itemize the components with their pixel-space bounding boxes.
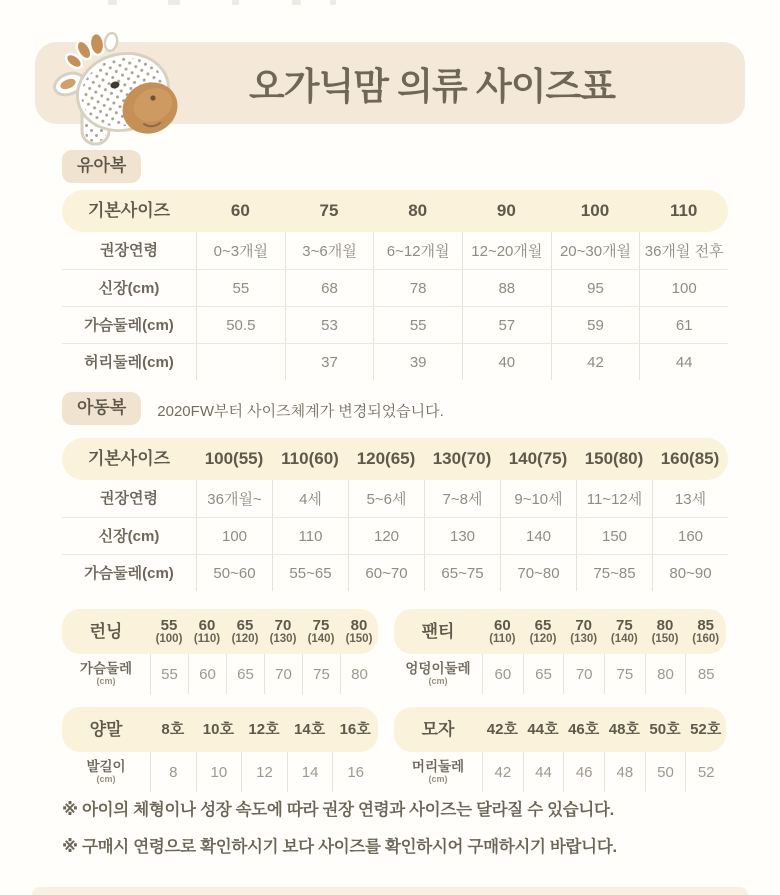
table-title-cell: 기본사이즈 (87, 201, 171, 221)
column-header: 75 (319, 201, 339, 221)
column-header: 80 (150) (651, 616, 679, 646)
table-cell: 42 (551, 344, 640, 380)
table-cell: 50.5 (196, 307, 285, 343)
column-header: 75 (140) (610, 616, 638, 646)
table-cell: 6~12개월 (373, 232, 462, 269)
column-header: 8호 (161, 720, 185, 738)
table-cell: 60 (188, 654, 226, 694)
table-cell: 100 (639, 270, 728, 306)
row-label: 신장(cm) (98, 527, 160, 545)
table-row (62, 232, 728, 269)
table-cell: 55 (150, 654, 188, 694)
table-cell: 120 (348, 518, 424, 554)
table-cell: 40 (462, 344, 551, 380)
table-cell: 70~80 (500, 555, 576, 591)
table-row (62, 480, 728, 517)
column-header: 120(65) (356, 449, 416, 469)
cropped-text-remnant (330, 0, 336, 5)
column-header: 70 (130) (570, 616, 598, 646)
row-label: 허리둘레(cm) (84, 353, 174, 371)
table-cell: 14 (287, 752, 333, 792)
table-cell: 65~75 (424, 555, 500, 591)
column-header: 100 (580, 201, 610, 221)
section-badge-infant: 유아복 (62, 150, 141, 183)
table-cell: 61 (639, 307, 728, 343)
table-cell: 39 (373, 344, 462, 380)
column-header: 110(60) (281, 449, 339, 469)
table-header-row (62, 438, 728, 480)
page-title: 오가닉맘 의류 사이즈표 (249, 66, 615, 107)
table-cell: 55 (373, 307, 462, 343)
table-cell: 80 (645, 654, 686, 694)
table-row (62, 752, 378, 792)
column-header: 70 (130) (269, 616, 297, 646)
child-size-table (62, 438, 728, 591)
column-header: 90 (496, 201, 516, 221)
column-header: 100(55) (204, 449, 264, 469)
column-header: 60 (230, 201, 250, 221)
table-cell: 65 (523, 654, 564, 694)
table-row (62, 517, 728, 554)
table-cell: 36개월~ (196, 480, 272, 517)
table-cell: 55 (196, 270, 285, 306)
table-cell: 20~30개월 (551, 232, 640, 269)
table-cell: 9~10세 (500, 480, 576, 517)
section-header-child (62, 392, 444, 425)
table-cell: 5~6세 (348, 480, 424, 517)
table-cell: 88 (462, 270, 551, 306)
table-cell: 80~90 (652, 555, 728, 591)
table-header-row (394, 609, 726, 654)
table-cell: 60 (482, 654, 523, 694)
column-header: 55 (100) (155, 616, 183, 646)
table-header-row (394, 707, 726, 752)
table-cell: 160 (652, 518, 728, 554)
table-cell: 70 (563, 654, 604, 694)
row-label: 가슴둘레(cm) (84, 316, 174, 334)
table-cell: 13세 (652, 480, 728, 517)
table-cell: 46 (563, 752, 604, 792)
table-row (394, 654, 726, 694)
table-cell: 16 (332, 752, 378, 792)
table-cell: 10 (196, 752, 242, 792)
table-cell: 55~65 (272, 555, 348, 591)
column-header: 80 (150) (345, 616, 373, 646)
page-header (35, 42, 745, 124)
table-cell: 50 (645, 752, 686, 792)
table-cell: 48 (604, 752, 645, 792)
table-cell: 11~12세 (576, 480, 652, 517)
undershirt-size-table (62, 609, 378, 694)
table-cell: 85 (685, 654, 726, 694)
column-header: 80 (408, 201, 428, 221)
column-header: 48호 (608, 720, 640, 738)
hat-size-table (394, 707, 726, 792)
column-header: 12호 (248, 720, 280, 738)
next-section-top-edge (32, 887, 748, 895)
table-cell: 7~8세 (424, 480, 500, 517)
row-label: 발길이 (cm) (86, 759, 126, 784)
infant-size-table (62, 190, 728, 380)
row-label: 엉덩이둘레 (cm) (405, 661, 471, 686)
section-badge-child: 아동복 (62, 392, 141, 425)
column-header: 110 (669, 201, 698, 221)
column-header: 42호 (486, 720, 518, 738)
table-cell: 12 (241, 752, 287, 792)
footnote-1: ※ 아이의 체형이나 성장 속도에 따라 권장 연령과 사이즈는 달라질 수 있습니다. (62, 801, 614, 819)
table-cell: 140 (500, 518, 576, 554)
column-header: 14호 (294, 720, 326, 738)
cropped-text-remnant (232, 0, 239, 5)
row-label: 가슴둘레 (cm) (79, 661, 133, 686)
table-cell: 70 (264, 654, 302, 694)
column-header: 52호 (690, 720, 722, 738)
table-title-cell: 기본사이즈 (87, 449, 171, 469)
table-cell: 150 (576, 518, 652, 554)
table-header-row (62, 190, 728, 232)
row-label: 가슴둘레(cm) (84, 564, 174, 582)
column-header: 60 (110) (489, 616, 516, 646)
table-row (62, 269, 728, 306)
table-cell: 95 (551, 270, 640, 306)
table-title-cell: 모자 (421, 719, 455, 739)
table-cell: 42 (482, 752, 523, 792)
table-cell: 100 (196, 518, 272, 554)
table-cell: 44 (523, 752, 564, 792)
column-header: 75 (140) (307, 616, 335, 646)
cropped-text-remnant (168, 0, 180, 5)
table-cell: 36개월 전후 (639, 232, 728, 269)
column-header: 60 (110) (193, 616, 221, 646)
table-cell: 75 (604, 654, 645, 694)
table-cell: 75 (302, 654, 340, 694)
table-cell: 130 (424, 518, 500, 554)
column-header: 160(85) (660, 449, 720, 469)
table-title-cell: 팬티 (421, 621, 455, 641)
column-header: 140(75) (508, 449, 568, 469)
table-row (62, 343, 728, 380)
footnote-2: ※ 구매시 연령으로 확인하시기 보다 사이즈를 확인하시어 구매하시기 바랍니다. (62, 838, 617, 856)
column-header: 85 (160) (692, 616, 720, 646)
column-header: 16호 (339, 720, 371, 738)
table-cell: 8 (150, 752, 196, 792)
table-cell: 52 (685, 752, 726, 792)
column-header: 130(70) (432, 449, 492, 469)
table-row (62, 654, 378, 694)
cropped-text-remnant (108, 0, 117, 5)
table-cell: 78 (373, 270, 462, 306)
column-header: 65 (120) (231, 616, 259, 646)
row-label: 권장연령 (100, 242, 158, 259)
giraffe-mascot-illustration (49, 28, 181, 146)
table-cell: 75~85 (576, 555, 652, 591)
column-header: 150(80) (584, 449, 644, 469)
table-cell (196, 344, 285, 380)
column-header: 50호 (649, 720, 681, 738)
row-label: 신장(cm) (98, 279, 160, 297)
table-cell: 59 (551, 307, 640, 343)
table-cell: 65 (226, 654, 264, 694)
table-cell: 50~60 (196, 555, 272, 591)
column-header: 44호 (527, 720, 559, 738)
column-header: 65 (120) (529, 616, 557, 646)
row-label: 머리둘레 (cm) (411, 759, 465, 784)
footnotes (62, 796, 752, 870)
column-header: 10호 (202, 720, 234, 738)
table-title-cell: 양말 (89, 719, 123, 739)
socks-size-table (62, 707, 378, 792)
table-header-row (62, 707, 378, 752)
column-header: 46호 (568, 720, 600, 738)
row-label: 권장연령 (100, 490, 158, 507)
table-title-cell: 런닝 (89, 621, 123, 641)
table-cell: 80 (340, 654, 378, 694)
table-cell: 4세 (272, 480, 348, 517)
table-cell: 68 (285, 270, 374, 306)
table-cell: 3~6개월 (285, 232, 374, 269)
table-row (62, 554, 728, 591)
table-cell: 12~20개월 (462, 232, 551, 269)
table-cell: 0~3개월 (196, 232, 285, 269)
table-row (62, 306, 728, 343)
table-cell: 57 (462, 307, 551, 343)
table-header-row (62, 609, 378, 654)
table-cell: 44 (639, 344, 728, 380)
child-size-change-note: 2020FW부터 사이즈체계가 변경되었습니다. (157, 402, 444, 420)
panty-size-table (394, 609, 726, 694)
cropped-text-remnant (292, 0, 301, 5)
table-cell: 37 (285, 344, 374, 380)
table-cell: 60~70 (348, 555, 424, 591)
table-row (394, 752, 726, 792)
table-cell: 53 (285, 307, 374, 343)
table-cell: 110 (272, 518, 348, 554)
